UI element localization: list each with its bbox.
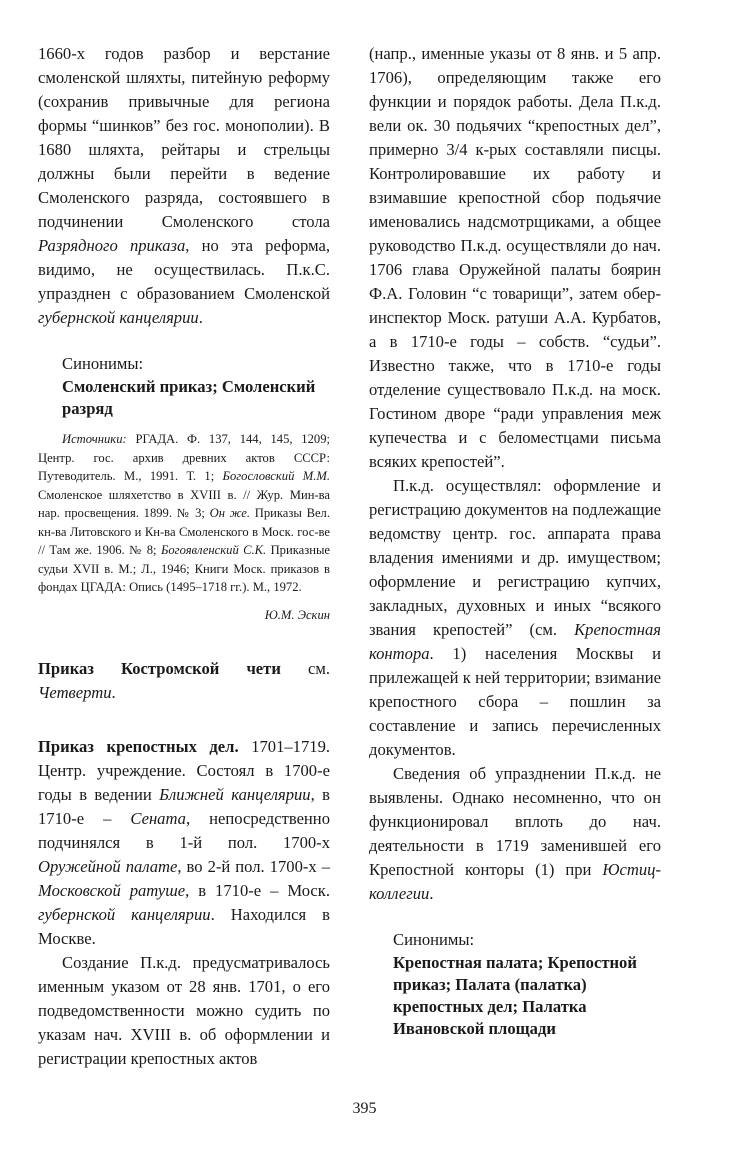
synonyms-terms: Смоленский приказ; Смоленский разряд [62, 377, 316, 418]
entry-heading: Приказ Костромской чети [38, 658, 281, 678]
synonyms-terms: Крепостная палата; Крепостной приказ; Палата (палатка) крепостных дел; Палатка Ивановской площади [393, 953, 637, 1038]
left-column [38, 42, 330, 1071]
author-signature: Ю.М. Эскин [264, 607, 330, 622]
page-number: 395 [352, 1100, 377, 1117]
entry-krepostnykh-del: Приказ крепостных дел. 1701–1719. Центр. учреждение. Состоял в 1700-е годы в ведении Ближней канцелярии, в 1710-е – Сената, непосредственно подчинялся в 1-й пол. 1700-х Оружейной палате, во 2-й пол. 1700-х – Московской ратуше, в 1710-е – Моск. губернской канцелярии. Находился в Москве. [38, 736, 331, 948]
sources-block: Источники: РГАДА. Ф. 137, 144, 145, 1209; Центр. гос. архив древних актов СССР: Путеводитель. М., 1991. Т. 1; Богословский М.М. Смоленское шляхетство в XVIII в. // Жур. Мин-ва нар. просвещения. 1899. № 3; Он же. Приказы Вел. кн-ва Литовского и Кн-ва Смоленского в Моск. гос-ве // Там же. 1906. № 8; Богоявленский С.К. Приказные судьи XVII в. М.; Л., 1946; Книги Моск. приказов в фондах ЦГАДА: Опись (1495–1718 гг.). М., 1972. [38, 432, 331, 594]
ref-chetverti: Четверти [38, 682, 112, 702]
entry-kostroma-chet: Приказ Костромской чети см. Четверти. [38, 658, 330, 702]
paragraph-functions: П.к.д. осуществлял: оформление и регистрацию документов на подлежащие ведомству центр. гос. аппарата права владения имениями и др. имуществом; оформление и регистрацию купчих, закладных, духовных и иных “всякого звания крепостей” (см. Крепостная контора. 1) населения Москвы и прилежащей к ней территории; взимание крепостного сбора – пошлин за составление и запись перечисленных документов. [369, 476, 661, 759]
paragraph-abolition: Сведения об упразднении П.к.д. не выявлены. Однако несомненно, что он функционировал вплоть до нач. деятельности в 1719 заменившей его Крепостной конторы (1) при Юстиц-коллегии. [369, 764, 661, 903]
paragraph-smolensk-end: 1660-х годов разбор и верстание смоленской шляхты, питейную реформу (сохранив привычные для региона формы “шинков” без гос. монополии). В 1680 шляхта, рейтары и стрельцы должны были перейти в ведение Смоленского разряда, состоявшего в подчинении Смоленского стола Разрядного приказа, но эта реформа, видимо, не осуществилась. П.к.С. упразднен с образованием Смоленской губернской канцелярии. [38, 44, 331, 327]
right-column [369, 42, 661, 1040]
entry-heading: Приказ крепостных дел. [38, 736, 239, 756]
ref-gubernskaya-kantselyariya: губернской канцелярии [38, 308, 199, 327]
ref-krepostnaya-kontora: Крепостная контора [369, 620, 661, 663]
ref-yustits-kollegiya: Юстиц-коллегии [369, 860, 661, 903]
paragraph-continuation: (напр., именные указы от 8 янв. и 5 апр. 1706), определяющим также его функции и порядок работы. Дела П.к.д. вели ок. 30 подьячих “крепостных дел”, примерно 3/4 к-рых составляли писцы. Контролировавшие их работу и взимавшие крепостной сбор подьячие именовались надсмотрщиками, а общее руководство П.к.д. осуществляли до нач. 1706 глава Оружейной палаты боярин Ф.А. Головин “с товарищи”, затем обер-инспектор Моск. ратуши А.А. Курбатов, а в 1710-е годы – собств. “судьи”. Известно также, что в 1710-е годы отделение существовало П.к.д. на моск. Гостином дворе “ради управления меж купечества и с беломестцами письма всяких крепостей”. [369, 44, 661, 471]
paragraph-creation: Создание П.к.д. предусматривалось именным указом от 28 янв. 1701, о его подведомственности можно судить по указам нач. XVIII в. об оформлении и регистрации крепостных актов [38, 952, 330, 1068]
synonyms-label: Синонимы: [62, 354, 144, 373]
ref-razryadny-prikaz: Разрядного приказа [38, 236, 186, 255]
synonyms-label: Синонимы: [393, 930, 475, 949]
